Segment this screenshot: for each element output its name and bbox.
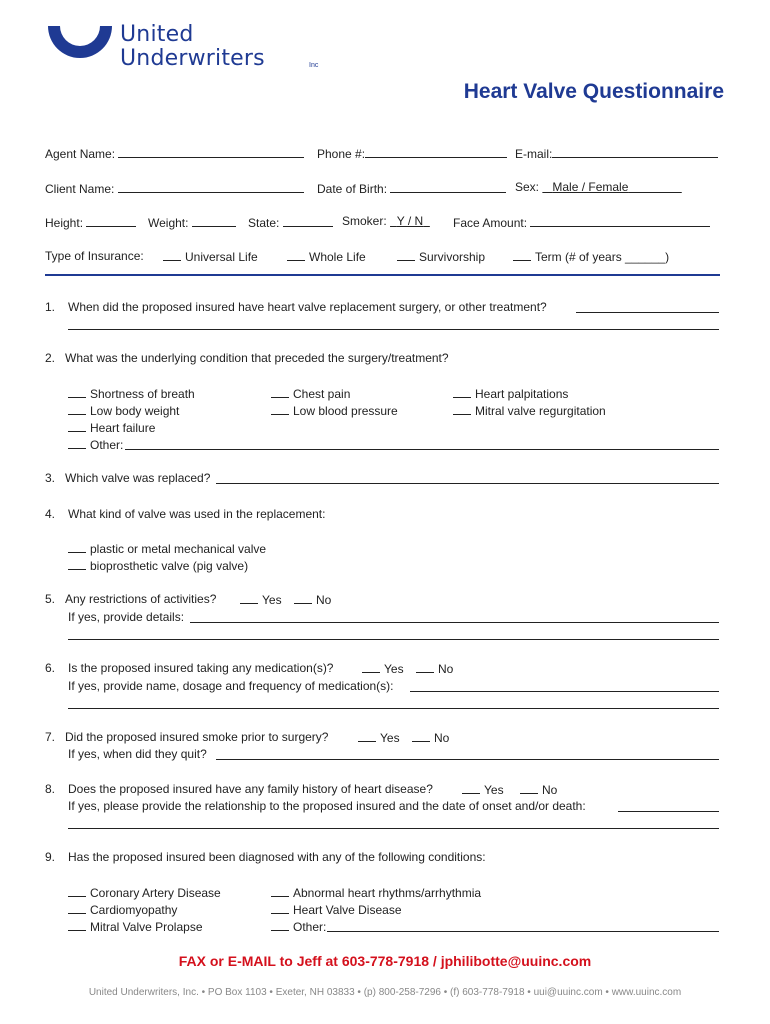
q6-detail-line[interactable] — [410, 691, 719, 692]
weight-field[interactable]: Weight: — [148, 214, 236, 230]
q1-answer-line-2[interactable] — [68, 329, 719, 330]
q6-detail-label: If yes, provide name, dosage and frequency of medication(s): — [68, 679, 394, 693]
q8-detail-line-2[interactable] — [68, 828, 719, 829]
q9-option-other[interactable]: Other: — [271, 919, 326, 934]
q2-option-other[interactable]: Other: — [68, 437, 123, 452]
phone-field[interactable]: Phone #: — [317, 145, 507, 161]
q5-detail-line-2[interactable] — [68, 639, 719, 640]
agent-row — [45, 145, 720, 161]
q8-text: Does the proposed insured have any family history of heart disease? — [68, 782, 433, 796]
section-divider — [45, 274, 720, 276]
q9-option-heart-valve-disease[interactable]: Heart Valve Disease — [271, 902, 402, 917]
q7-detail-label: If yes, when did they quit? — [68, 747, 207, 761]
q8-no[interactable]: No — [520, 782, 557, 797]
height-row — [45, 214, 720, 230]
q9-option-coronary-artery-disease[interactable]: Coronary Artery Disease — [68, 885, 221, 900]
insurance-type-label: Type of Insurance: — [45, 249, 144, 263]
page-title: Heart Valve Questionnaire — [463, 80, 724, 103]
q1-answer-line[interactable] — [576, 312, 719, 313]
q9-option-arrhythmia[interactable]: Abnormal heart rhythms/arrhythmia — [271, 885, 481, 900]
q3-answer-line[interactable] — [216, 483, 719, 484]
q5-text: Any restrictions of activities? — [65, 592, 217, 606]
fax-email-cta: FAX or E-MAIL to Jeff at 603-778-7918 / jphilibotte@uuinc.com — [178, 953, 592, 969]
logo-text-line1: United — [120, 22, 194, 47]
smoker-field[interactable]: Smoker: Y / N — [342, 214, 424, 228]
q6-text: Is the proposed insured taking any medication(s)? — [68, 661, 334, 675]
ins-option-whole-life[interactable]: Whole Life — [287, 249, 366, 264]
q4-option-mechanical[interactable]: plastic or metal mechanical valve — [68, 541, 266, 556]
q5-detail-label: If yes, provide details: — [68, 610, 185, 624]
q8-yes[interactable]: Yes — [462, 782, 504, 797]
email-field[interactable]: E-mail: — [515, 145, 718, 161]
q5-detail-line[interactable] — [190, 622, 719, 623]
q6-detail-line-2[interactable] — [68, 708, 719, 709]
logo-inc: Inc — [309, 62, 319, 69]
q2-number: 2. — [45, 351, 56, 365]
agent-name-field[interactable]: Agent Name: — [45, 145, 304, 161]
sex-field[interactable]: Sex: Male / Female — [515, 180, 629, 194]
q9-other-line[interactable] — [327, 931, 719, 932]
ins-option-universal-life[interactable]: Universal Life — [163, 249, 258, 264]
q6-yes[interactable]: Yes — [362, 661, 404, 676]
q6-no[interactable]: No — [416, 661, 453, 676]
logo-text-line2: Underwriters — [120, 46, 265, 71]
q3-number: 3. — [45, 471, 56, 485]
q2-text: What was the underlying condition that preceded the surgery/treatment? — [65, 351, 449, 365]
client-row — [45, 180, 720, 196]
q9-option-cardiomyopathy[interactable]: Cardiomyopathy — [68, 902, 177, 917]
q9-option-mitral-valve-prolapse[interactable]: Mitral Valve Prolapse — [68, 919, 203, 934]
q2-option-low-body-weight[interactable]: Low body weight — [68, 403, 179, 418]
q2-other-line[interactable] — [125, 449, 719, 450]
q1-text: When did the proposed insured have heart valve replacement surgery, or other treatment? — [68, 300, 547, 314]
company-address-footer: United Underwriters, Inc. • PO Box 1103 • Exeter, NH 03833 • (p) 800-258-7296 • (f) 603-778-7918 • uui@uuinc.com • www.uuinc.com — [88, 987, 682, 998]
face-amount-field[interactable]: Face Amount: — [453, 214, 710, 230]
q2-option-heart-palpitations[interactable]: Heart palpitations — [453, 386, 568, 401]
q7-text: Did the proposed insured smoke prior to surgery? — [65, 730, 329, 744]
ins-option-term[interactable]: Term (# of years ______) — [513, 249, 669, 264]
q8-detail-line[interactable] — [618, 811, 719, 812]
client-name-field[interactable]: Client Name: — [45, 180, 304, 196]
q8-number: 8. — [45, 782, 56, 796]
height-field[interactable]: Height: — [45, 214, 136, 230]
dob-field[interactable]: Date of Birth: — [317, 180, 506, 196]
logo-mark-icon — [44, 20, 116, 74]
q2-option-chest-pain[interactable]: Chest pain — [271, 386, 350, 401]
q7-number: 7. — [45, 730, 56, 744]
q7-yes[interactable]: Yes — [358, 730, 400, 745]
q4-option-bioprosthetic[interactable]: bioprosthetic valve (pig valve) — [68, 558, 248, 573]
q7-no[interactable]: No — [412, 730, 449, 745]
ins-option-survivorship[interactable]: Survivorship — [397, 249, 485, 264]
q3-text: Which valve was replaced? — [65, 471, 211, 485]
q6-number: 6. — [45, 661, 56, 675]
q5-no[interactable]: No — [294, 592, 331, 607]
q5-yes[interactable]: Yes — [240, 592, 282, 607]
q4-text: What kind of valve was used in the replacement: — [68, 507, 326, 521]
q2-option-mitral-valve-regurgitation[interactable]: Mitral valve regurgitation — [453, 403, 606, 418]
q5-number: 5. — [45, 592, 56, 606]
q7-detail-line[interactable] — [216, 759, 719, 760]
q9-number: 9. — [45, 850, 56, 864]
q1-number: 1. — [45, 300, 56, 314]
q8-detail-label: If yes, please provide the relationship to the proposed insured and the date of onset and/or death: — [68, 799, 586, 813]
insurance-type-row — [45, 249, 720, 265]
company-logo — [44, 20, 319, 74]
q4-number: 4. — [45, 507, 56, 521]
q2-option-low-blood-pressure[interactable]: Low blood pressure — [271, 403, 398, 418]
state-field[interactable]: State: — [248, 214, 333, 230]
q9-text: Has the proposed insured been diagnosed with any of the following conditions: — [68, 850, 486, 864]
q2-option-shortness-of-breath[interactable]: Shortness of breath — [68, 386, 195, 401]
q2-option-heart-failure[interactable]: Heart failure — [68, 420, 155, 435]
